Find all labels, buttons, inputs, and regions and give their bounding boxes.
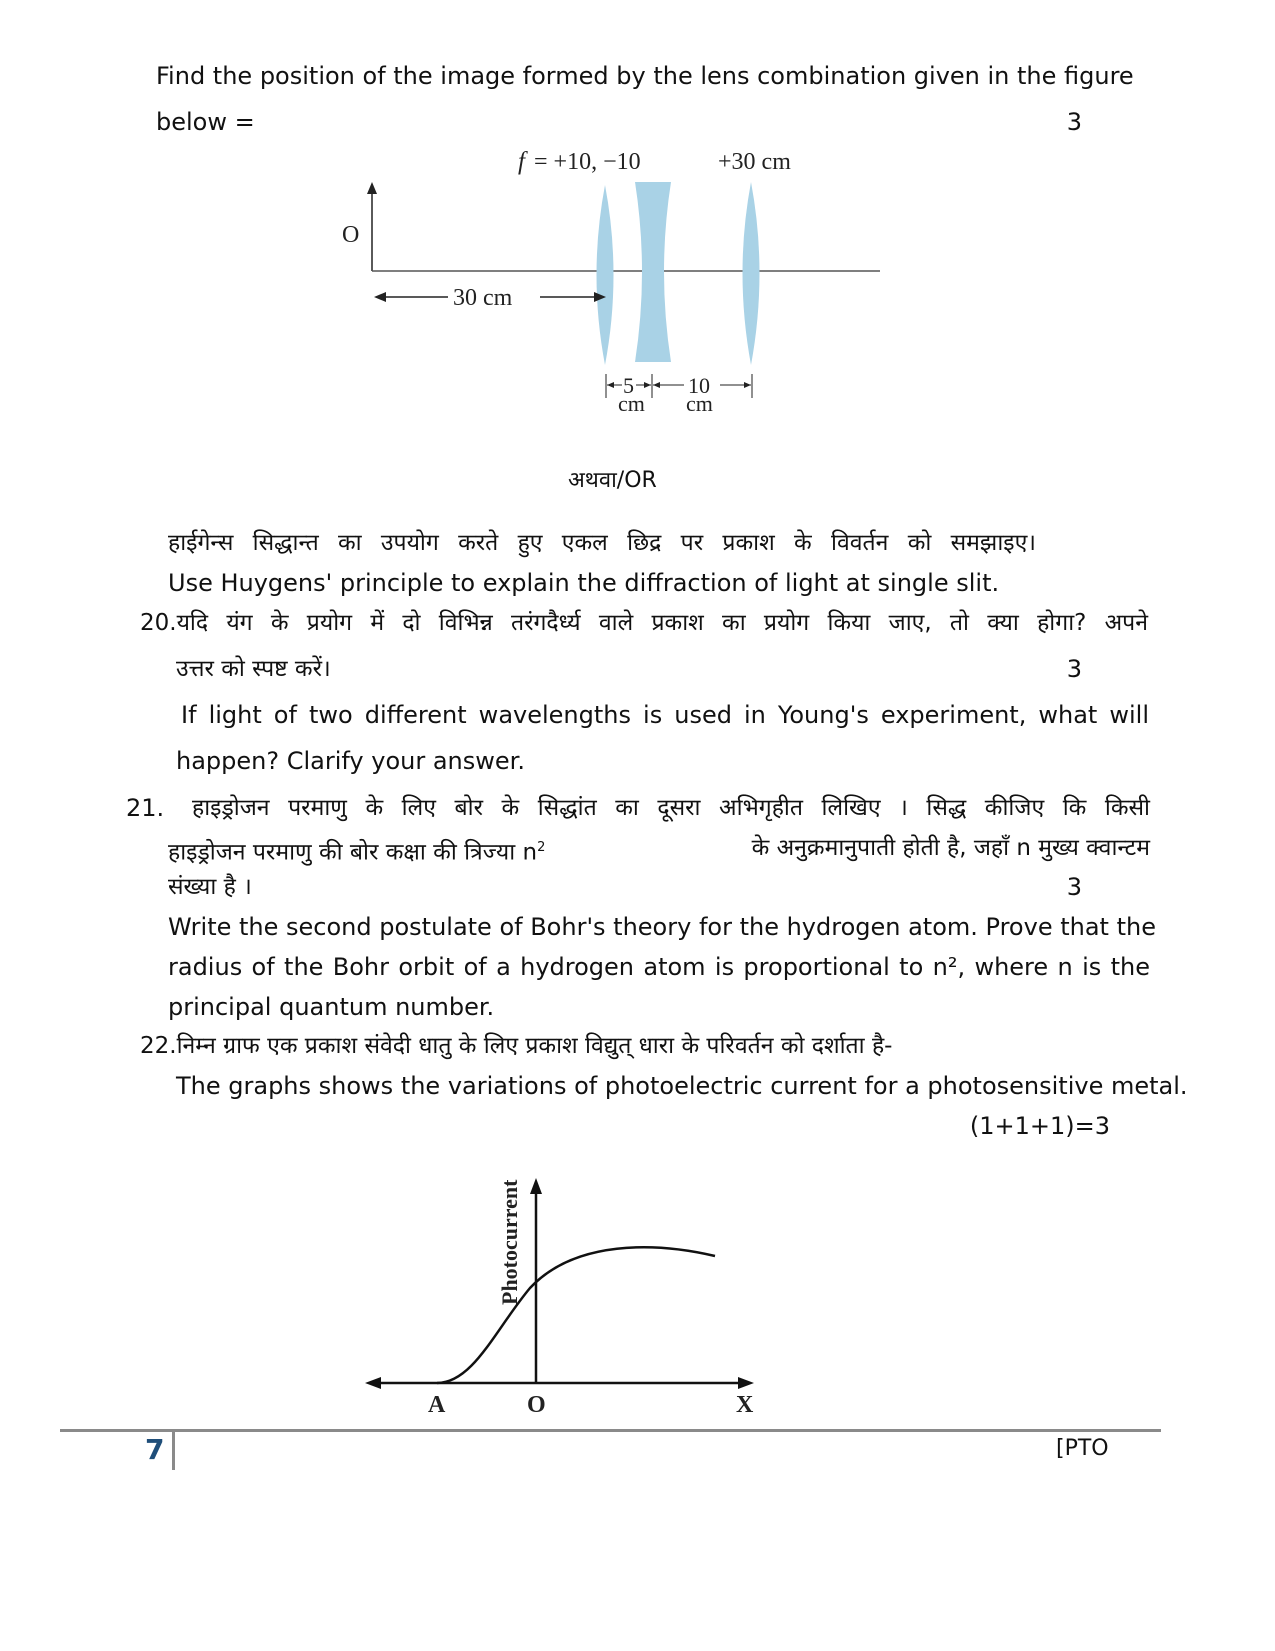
focal-length-symbol: f (518, 148, 525, 175)
q21-english-line1: Write the second postulate of Bohr's theory for the hydrogen atom. Prove that the (168, 913, 1156, 941)
object-arrow-head (367, 182, 377, 194)
object-label: O (342, 222, 360, 248)
gap2-arrow-b-head (744, 382, 751, 388)
q19-or-english: Use Huygens' principle to explain the diffraction of light at single slit. (168, 569, 1000, 597)
graph-x-label: X (736, 1392, 754, 1418)
q22-marks: (1+1+1)=3 (969, 1112, 1110, 1140)
q21-english-line3: principal quantum number. (168, 993, 495, 1021)
q19-text-line1: Find the position of the image formed by the lens combination given in the figure (156, 62, 1134, 90)
photocurrent-curve (437, 1247, 715, 1383)
q19-or-hindi: हाईगेन्स सिद्धान्त का उपयोग करते हुए एकल छिद्र पर प्रकाश के विवर्तन को समझाइए। (168, 530, 1036, 556)
graph-point-a-label: A (428, 1392, 446, 1418)
q22-hindi: 22.निम्न ग्राफ एक प्रकाश संवेदी धातु के लिए प्रकाश विद्युत् धारा के परिवर्तन को दर्शाता है- (140, 1033, 893, 1059)
photocurrent-graph (355, 1160, 775, 1422)
convex-lens-1 (597, 185, 614, 365)
graph-x-axis-left-arrow (365, 1377, 381, 1389)
graph-y-axis-arrow (530, 1178, 542, 1194)
convex-lens-2 (743, 182, 760, 365)
distance-arrow-left-head (374, 292, 386, 302)
graph-origin-label: O (527, 1392, 546, 1418)
gap1-arrow-a-head (607, 382, 614, 388)
graph-x-axis-right-arrow (738, 1377, 754, 1389)
q19-marks: 3 (1066, 108, 1082, 136)
or-separator: अथवा/OR (568, 468, 657, 493)
focal-length-values: = +10, −10 (534, 149, 641, 175)
pto-label: [PTO (1056, 1436, 1109, 1461)
q21-superscript: 2 (537, 840, 546, 855)
page-number: 7 (145, 1433, 165, 1466)
footer-divider (172, 1432, 175, 1470)
concave-lens (635, 182, 671, 362)
q20-english-line2: happen? Clarify your answer. (176, 747, 525, 775)
lens-combination-figure (330, 140, 890, 420)
object-distance-label: 30 cm (453, 285, 513, 311)
gap2-value: 10 (688, 373, 710, 398)
gap1-arrow-b-head (644, 382, 651, 388)
gap1-value: 5 (623, 373, 634, 398)
gap1-unit: cm (618, 391, 645, 416)
q21-hindi-line2-text-b: के अनुक्रमानुपाती होती है, जहाँ n मुख्य क्वान्टम (751, 835, 1150, 861)
third-lens-focal-length: +30 cm (718, 149, 791, 175)
gap2-unit: cm (686, 391, 713, 416)
q21-hindi-line2-part1 (168, 833, 545, 868)
q21-hindi-line2-text-a: हाइड्रोजन परमाणु की बोर कक्षा की त्रिज्या n (168, 839, 538, 866)
gap2-arrow-a-head (653, 382, 660, 388)
q20-marks: 3 (1066, 655, 1082, 683)
q21-hindi-line1: हाइड्रोजन परमाणु के लिए बोर के सिद्धांत का दूसरा अभिगृहीत लिखिए । सिद्ध कीजिए कि किसी (192, 795, 1150, 821)
q21-number: 21. (126, 794, 165, 822)
graph-y-label: Photocurrent (497, 1179, 522, 1305)
q20-hindi-line1: 20.यदि यंग के प्रयोग में दो विभिन्न तरंगदैर्ध्य वाले प्रकाश का प्रयोग किया जाए, तो क्या होगा? अपने (140, 610, 1148, 636)
q20-hindi-line2: उत्तर को स्पष्ट करें। (176, 656, 331, 682)
q22-english: The graphs shows the variations of photoelectric current for a photosensitive metal. (176, 1072, 1188, 1100)
footer-rule (60, 1429, 1161, 1432)
q20-english-line1: If light of two different wavelengths is used in Young's experiment, what will (181, 701, 1149, 729)
q19-text-line2: below = (156, 108, 255, 136)
q21-marks: 3 (1066, 873, 1082, 901)
q21-hindi-line3: संख्या है । (168, 874, 252, 900)
q21-english-line2: radius of the Bohr orbit of a hydrogen atom is proportional to n², where n is the (168, 953, 1150, 981)
q21-hindi-line2 (168, 833, 1150, 868)
